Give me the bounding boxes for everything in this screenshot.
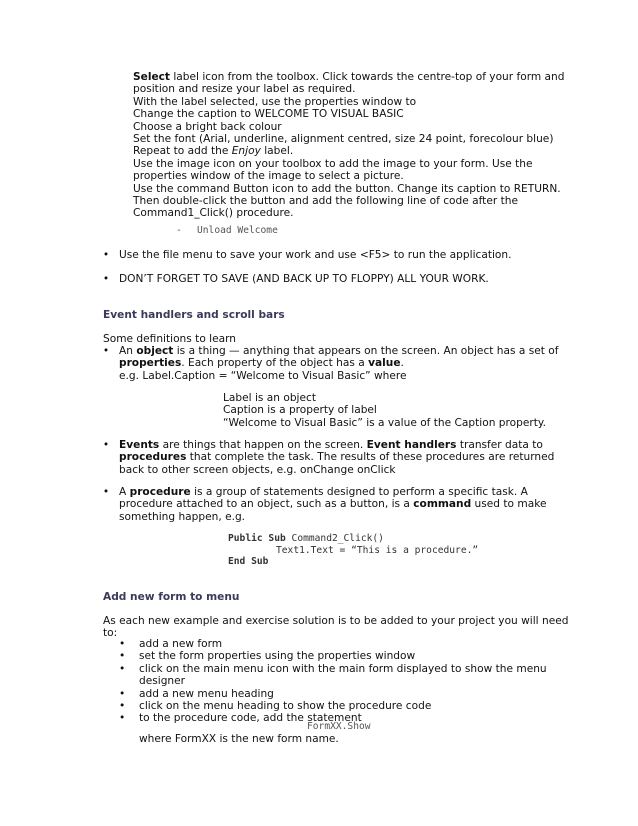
list-item-text: designer bbox=[139, 675, 186, 688]
text-run: that complete the task. The results of these procedures are returned bbox=[186, 451, 555, 464]
text-run: properties window of the image to select a picture. bbox=[133, 170, 404, 183]
list-item-text: to the procedure code, add the statement bbox=[139, 712, 362, 725]
text-run: Use the image icon on your toolbox to add the image to your form. Use the bbox=[133, 157, 533, 170]
text-line bbox=[119, 345, 559, 357]
code-formxx-show: FormXX.Show bbox=[307, 721, 371, 732]
code-unload-welcome: Unload Welcome bbox=[197, 225, 278, 236]
text-line bbox=[133, 133, 565, 145]
text-line bbox=[133, 96, 565, 108]
list-item bbox=[119, 700, 559, 712]
text-run: . Each property of the object has a bbox=[181, 357, 369, 370]
events-definition bbox=[119, 439, 554, 476]
text-run: With the label selected, use the properties window to bbox=[133, 95, 417, 108]
list-item bbox=[119, 650, 559, 662]
text-run: Enjoy bbox=[231, 145, 261, 158]
where-line: Caption is a property of label bbox=[223, 404, 377, 417]
text-run: Change the caption to WELCOME TO VISUAL BASIC bbox=[133, 108, 404, 121]
section-heading-add-form: Add new form to menu bbox=[103, 591, 240, 603]
code-text-assignment: Text1.Text = “This is a procedure.” bbox=[276, 545, 479, 556]
text-line bbox=[119, 451, 554, 463]
bullet-icon: • bbox=[119, 712, 126, 725]
bullet-icon: • bbox=[119, 700, 126, 713]
list-item bbox=[119, 638, 559, 650]
text-line bbox=[133, 183, 565, 195]
text-run: . bbox=[400, 357, 404, 370]
text-run: command bbox=[413, 498, 472, 511]
code-public-sub: Public Sub Command2_Click() bbox=[228, 533, 384, 544]
bullet-icon: • bbox=[119, 687, 126, 700]
bullet-icon: • bbox=[119, 662, 126, 675]
text-run: is a thing — anything that appears on the screen. An object has a set of bbox=[173, 345, 559, 357]
add-form-footer: where FormXX is the new form name. bbox=[139, 733, 339, 745]
bullet-icon: • bbox=[102, 273, 110, 285]
bullet-save-run: Use the file menu to save your work and use <F5> to run the application. bbox=[119, 249, 512, 261]
list-item-text: set the form properties using the properties window bbox=[139, 650, 416, 663]
text-run: used to make bbox=[471, 498, 547, 511]
text-line bbox=[133, 207, 565, 219]
text-line bbox=[133, 108, 565, 120]
instructions-block bbox=[133, 71, 565, 220]
bullet-icon: • bbox=[102, 486, 110, 498]
text-run: transfer data to bbox=[456, 439, 543, 451]
list-item-text: click on the menu heading to show the procedure code bbox=[139, 700, 432, 713]
text-run: Command1_Click() procedure. bbox=[133, 207, 294, 220]
text-run: properties bbox=[119, 357, 182, 370]
text-run: label. bbox=[260, 145, 294, 158]
code-dash: - bbox=[176, 225, 182, 236]
text-run: object bbox=[136, 345, 174, 357]
definitions-intro: Some definitions to learn bbox=[103, 333, 237, 345]
list-item bbox=[119, 663, 559, 688]
text-line bbox=[119, 464, 554, 476]
text-run: label icon from the toolbox. Click towards the centre-top of your form and bbox=[169, 71, 565, 83]
text-run: procedure attached to an object, such as a button, is a bbox=[119, 498, 414, 511]
bullet-dont-forget: DON’T FORGET TO SAVE (AND BACK UP TO FLOPPY) ALL YOUR WORK. bbox=[119, 273, 489, 285]
text-line bbox=[119, 439, 554, 451]
add-form-steps bbox=[119, 638, 559, 725]
text-line bbox=[119, 511, 547, 523]
text-line bbox=[133, 121, 565, 133]
text-run: Events bbox=[119, 439, 160, 451]
text-run: something happen, e.g. bbox=[119, 510, 246, 523]
section-heading-event-handlers: Event handlers and scroll bars bbox=[103, 309, 285, 321]
text-run: Event handlers bbox=[366, 439, 457, 451]
where-line: Label is an object bbox=[223, 392, 316, 404]
bullet-icon: • bbox=[119, 638, 126, 650]
list-item-text: add a new form bbox=[139, 638, 223, 650]
intro-line: to: bbox=[103, 627, 118, 640]
text-run: Use the command Button icon to add the button. Change its caption to RETURN. bbox=[133, 182, 561, 195]
text-line bbox=[133, 83, 565, 95]
text-line bbox=[133, 170, 565, 182]
text-line bbox=[133, 145, 565, 157]
text-run: Choose a bright back colour bbox=[133, 120, 282, 133]
text-line bbox=[133, 71, 565, 83]
text-line bbox=[119, 486, 547, 498]
intro-line: As each new example and exercise solution is to be added to your project you will need bbox=[103, 615, 569, 627]
code-end-sub: End Sub bbox=[228, 556, 269, 567]
object-definition bbox=[119, 345, 559, 382]
text-line bbox=[119, 370, 559, 382]
procedure-definition bbox=[119, 486, 547, 523]
text-run: e.g. Label.Caption = “Welcome to Visual Basic” where bbox=[119, 369, 407, 382]
text-run: is a group of statements designed to perform a specific task. A bbox=[190, 486, 528, 498]
object-where-list bbox=[223, 392, 546, 429]
text-run: position and resize your label as required. bbox=[133, 83, 356, 96]
text-run: Then double-click the button and add the following line of code after the bbox=[133, 195, 518, 208]
bullet-icon: • bbox=[102, 439, 110, 451]
text-run: A bbox=[119, 486, 130, 498]
text-run: back to other screen objects, e.g. onChange onClick bbox=[119, 463, 396, 476]
bullet-icon: • bbox=[102, 345, 110, 357]
text-line bbox=[119, 498, 547, 510]
text-run: procedures bbox=[119, 451, 187, 464]
text-line bbox=[119, 357, 559, 369]
text-run: are things that happen on the screen. bbox=[159, 439, 367, 451]
text-line bbox=[133, 158, 565, 170]
text-run: An bbox=[119, 345, 137, 357]
bullet-icon: • bbox=[102, 249, 110, 261]
text-run: value bbox=[368, 357, 401, 370]
text-line bbox=[133, 195, 565, 207]
list-item-text: click on the main menu icon with the main form displayed to show the menu bbox=[139, 662, 547, 675]
text-run: procedure bbox=[129, 486, 191, 498]
text-run: Repeat to add the bbox=[133, 145, 232, 158]
add-form-intro bbox=[103, 615, 568, 640]
where-line: “Welcome to Visual Basic” is a value of the Caption property. bbox=[223, 416, 547, 429]
list-item-text: add a new menu heading bbox=[139, 687, 274, 700]
text-run: Set the font (Arial, underline, alignment centred, size 24 point, forecolour blue) bbox=[133, 133, 554, 146]
text-run: Select bbox=[133, 71, 170, 83]
list-item bbox=[119, 688, 559, 700]
bullet-icon: • bbox=[119, 650, 126, 663]
